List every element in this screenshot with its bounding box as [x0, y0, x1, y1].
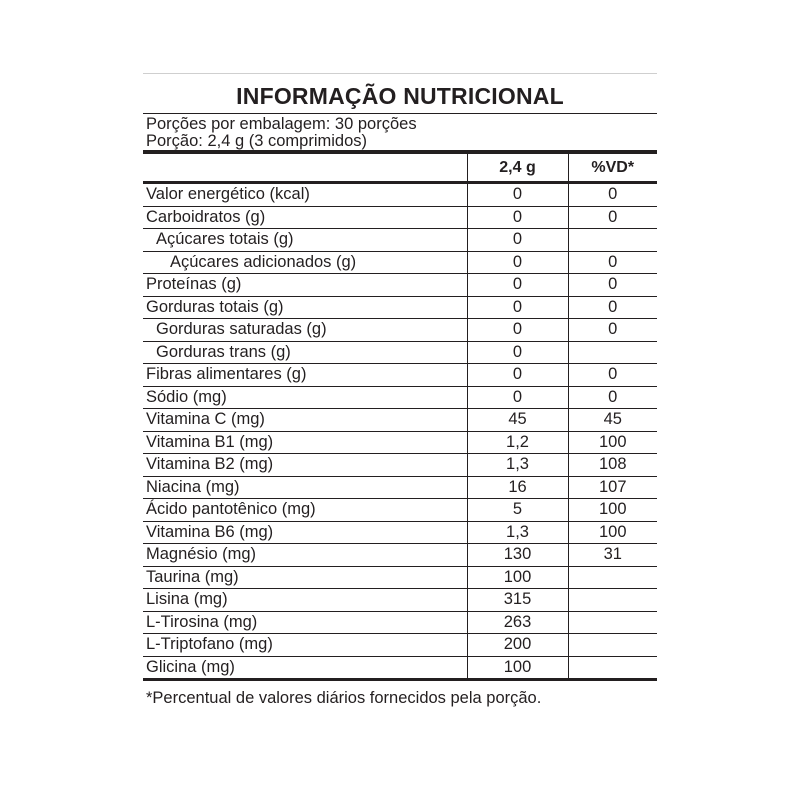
- table-row: [143, 499, 657, 522]
- serving-info: [143, 114, 657, 154]
- header-nutrient: [143, 154, 467, 183]
- header-daily-value: %VD*: [568, 154, 657, 183]
- nutrient-daily-value: 0: [568, 386, 657, 409]
- nutrient-daily-value: 108: [568, 454, 657, 477]
- nutrient-name: Açúcares totais (g): [143, 229, 467, 252]
- nutrient-amount: 0: [467, 296, 568, 319]
- nutrient-name: Sódio (mg): [143, 386, 467, 409]
- nutrition-table: [143, 154, 657, 678]
- nutrient-daily-value: 107: [568, 476, 657, 499]
- table-row: [143, 409, 657, 432]
- nutrient-name: Ácido pantotênico (mg): [143, 499, 467, 522]
- nutrient-amount: 100: [467, 656, 568, 678]
- nutrient-amount: 0: [467, 386, 568, 409]
- nutrient-daily-value: [568, 341, 657, 364]
- nutrient-amount: 5: [467, 499, 568, 522]
- nutrient-daily-value: [568, 229, 657, 252]
- nutrient-name: Taurina (mg): [143, 566, 467, 589]
- table-row: [143, 611, 657, 634]
- table-row: [143, 656, 657, 678]
- table-row: [143, 454, 657, 477]
- nutrient-name: L-Tirosina (mg): [143, 611, 467, 634]
- nutrient-daily-value: 0: [568, 364, 657, 387]
- nutrient-name: Carboidratos (g): [143, 206, 467, 229]
- nutrient-daily-value: 0: [568, 296, 657, 319]
- table-row: [143, 566, 657, 589]
- nutrient-amount: 1,3: [467, 521, 568, 544]
- nutrient-amount: 200: [467, 634, 568, 657]
- nutrient-amount: 0: [467, 206, 568, 229]
- nutrient-name: Glicina (mg): [143, 656, 467, 678]
- table-row: [143, 431, 657, 454]
- nutrient-amount: 100: [467, 566, 568, 589]
- nutrient-amount: 263: [467, 611, 568, 634]
- table-row: [143, 634, 657, 657]
- nutrient-daily-value: [568, 656, 657, 678]
- nutrient-daily-value: 100: [568, 499, 657, 522]
- table-row: [143, 229, 657, 252]
- table-row: [143, 341, 657, 364]
- table-row: [143, 251, 657, 274]
- nutrient-name: Vitamina B2 (mg): [143, 454, 467, 477]
- nutrient-name: Gorduras saturadas (g): [143, 319, 467, 342]
- nutrient-daily-value: 0: [568, 319, 657, 342]
- footnote: *Percentual de valores diários fornecidos pela porção.: [146, 689, 542, 707]
- table-row: [143, 274, 657, 297]
- nutrient-amount: 0: [467, 229, 568, 252]
- nutrient-amount: 16: [467, 476, 568, 499]
- nutrient-daily-value: [568, 566, 657, 589]
- table-row: [143, 589, 657, 612]
- nutrient-daily-value: 0: [568, 274, 657, 297]
- table-row: [143, 183, 657, 207]
- table-row: [143, 521, 657, 544]
- nutrient-daily-value: 0: [568, 183, 657, 207]
- nutrient-name: Vitamina B6 (mg): [143, 521, 467, 544]
- nutrient-daily-value: [568, 611, 657, 634]
- nutrient-name: Vitamina B1 (mg): [143, 431, 467, 454]
- nutrient-amount: 1,3: [467, 454, 568, 477]
- table-header-row: [143, 154, 657, 183]
- table-row: [143, 296, 657, 319]
- nutrient-amount: 0: [467, 319, 568, 342]
- nutrient-name: Gorduras trans (g): [143, 341, 467, 364]
- nutrient-amount: 315: [467, 589, 568, 612]
- nutrient-name: Magnésio (mg): [143, 544, 467, 567]
- nutrient-name: Açúcares adicionados (g): [143, 251, 467, 274]
- nutrient-daily-value: 100: [568, 431, 657, 454]
- header-amount: 2,4 g: [467, 154, 568, 183]
- nutrient-name: Valor energético (kcal): [146, 185, 310, 204]
- table-row: [143, 206, 657, 229]
- nutrient-daily-value: [568, 634, 657, 657]
- nutrient-daily-value: 45: [568, 409, 657, 432]
- nutrient-amount: 0: [467, 251, 568, 274]
- table-body: [143, 183, 657, 679]
- nutrient-daily-value: 31: [568, 544, 657, 567]
- nutrient-amount: 0: [467, 364, 568, 387]
- nutrient-name: L-Triptofano (mg): [143, 634, 467, 657]
- nutrient-name: Lisina (mg): [143, 589, 467, 612]
- nutrient-amount: 0: [467, 274, 568, 297]
- nutrient-daily-value: 100: [568, 521, 657, 544]
- nutrient-amount: 130: [467, 544, 568, 567]
- serving-size: Porção: 2,4 g (3 comprimidos): [146, 132, 368, 150]
- nutrient-daily-value: 0: [568, 251, 657, 274]
- nutrient-name: Niacina (mg): [143, 476, 467, 499]
- table-row: [143, 386, 657, 409]
- nutrient-name: Fibras alimentares (g): [143, 364, 467, 387]
- table-row: [143, 476, 657, 499]
- table-row: [143, 319, 657, 342]
- nutrient-amount: 1,2: [467, 431, 568, 454]
- servings-per-package: Porções por embalagem: 30 porções: [146, 115, 417, 133]
- nutrient-daily-value: 0: [568, 206, 657, 229]
- nutrient-amount: 45: [467, 409, 568, 432]
- nutrient-amount: 0: [467, 183, 568, 207]
- table-row: [143, 364, 657, 387]
- nutrient-name: Vitamina C (mg): [143, 409, 467, 432]
- nutrient-name: Proteínas (g): [143, 274, 467, 297]
- table-row: [143, 544, 657, 567]
- label-title: INFORMAÇÃO NUTRICIONAL: [143, 74, 657, 114]
- nutrient-amount: 0: [467, 341, 568, 364]
- nutrient-daily-value: [568, 589, 657, 612]
- nutrient-name: Gorduras totais (g): [143, 296, 467, 319]
- nutrition-facts-label: [143, 73, 657, 681]
